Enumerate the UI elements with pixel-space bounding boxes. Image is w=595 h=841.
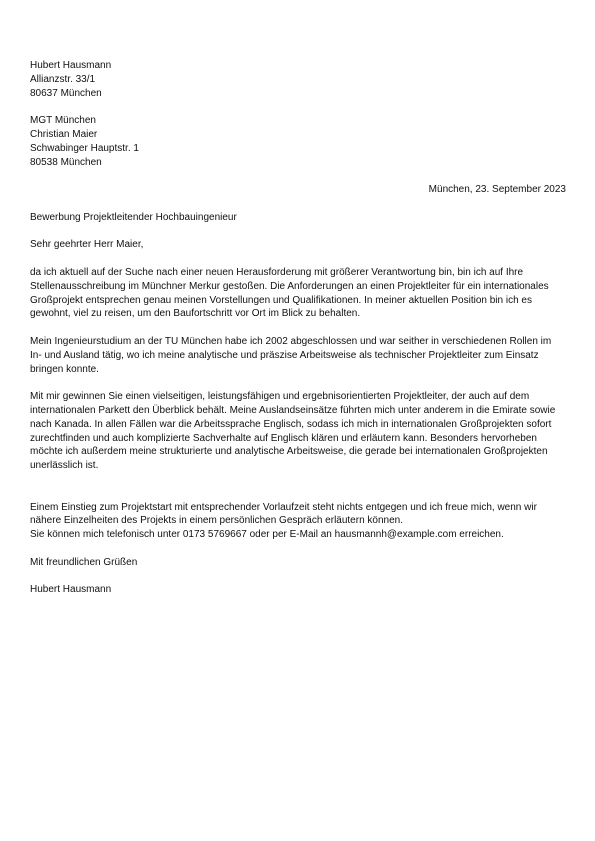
spacer [30,376,566,390]
spacer [30,225,566,239]
paragraph-line: nach Kanada. In allen Fällen war die Arbeitssprache Englisch, sodass ich mich in internationalen Großprojekten sofort [30,418,552,430]
letter-page [30,59,566,597]
paragraph-line: unerlässlich ist. [30,460,99,472]
paragraph-line: Sie können mich telefonisch unter 0173 5769667 oder per E-Mail an hausmannh@example.com erreichen. [30,529,504,541]
recipient-contact: Christian Maier [30,128,98,140]
letter-date: München, 23. September 2023 [428,184,566,196]
spacer [30,197,566,211]
paragraph-line: In- und Ausland tätig, wo ich meine analytische und präszise Arbeitsweise als technischer Projektleiter zum Einsatz [30,349,539,361]
recipient-city: 80538 München [30,156,102,168]
recipient-street: Schwabinger Hauptstr. 1 [30,142,139,154]
sender-street: Allianzstr. 33/1 [30,73,96,85]
paragraph-line: da ich aktuell auf der Suche nach einer neuen Herausforderung mit größerer Verantwortung bin, bin ich auf Ihre [30,266,524,278]
spacer [30,169,566,183]
spacer [30,252,566,266]
paragraph-intro [30,266,566,321]
paragraph-line: Einem Einstieg zum Projektstart mit entsprechender Vorlaufzeit steht nichts entgegen und ich freue mich, wenn wir [30,501,537,513]
paragraph-line: möchte ich außerdem meine strukturierte und analytische Arbeitsweise, die gerade bei internationalen Großprojekten [30,446,548,458]
spacer [30,473,566,501]
letter-salutation: Sehr geehrter Herr Maier, [30,239,144,251]
spacer [30,321,566,335]
recipient-address [30,114,566,169]
letter-closing: Mit freundlichen Grüßen [30,556,138,568]
sender-name: Hubert Hausmann [30,60,112,71]
paragraph-line: bringen konnte. [30,363,99,375]
paragraph-line: Mit mir gewinnen Sie einen vielseitigen, leistungsfähigen und ergebnisorientierten Projektleiter, der auch auf dem [30,391,530,403]
paragraph-line: zurechtfinden und auch komplizierte Sachverhalte auf Englisch klären und erläutern kann. Besonders hervorheben [30,432,537,444]
paragraph-line: internationalen Parkett den Überblick behält. Meine Auslandseinsätze führten mich unter anderem in die Emirate sowie [30,404,556,416]
paragraph-line: Mein Ingenieurstudium an der TU München habe ich 2002 abgeschlossen und war seither in verschiedenen Rollen im [30,335,552,347]
paragraph-availability [30,501,566,542]
paragraph-education [30,335,566,376]
sender-address [30,59,566,100]
spacer [30,100,566,114]
paragraph-line: nähere Einzelheiten des Projekts in einem persönlichen Gespräch erläutern können. [30,515,404,527]
letter-subject: Bewerbung Projektleitender Hochbauingenieur [30,211,237,223]
recipient-company: MGT München [30,115,96,127]
spacer [30,569,566,583]
paragraph-line: Großprojekt entsprechen genau meinen Vorstellungen und Qualifikationen. In meiner aktuellen Position bin ich es [30,294,532,306]
paragraph-experience [30,390,566,473]
spacer [30,542,566,556]
letter-signature: Hubert Hausmann [30,584,112,596]
paragraph-line: gewohnt, viel zu reisen, um den Baufortschritt vor Ort im Blick zu behalten. [30,308,361,320]
paragraph-line: Stellenausschreibung im Münchner Merkur gestoßen. Die Anforderungen an einen Projektleiter für ein internationales [30,280,549,292]
sender-city: 80637 München [30,87,102,99]
